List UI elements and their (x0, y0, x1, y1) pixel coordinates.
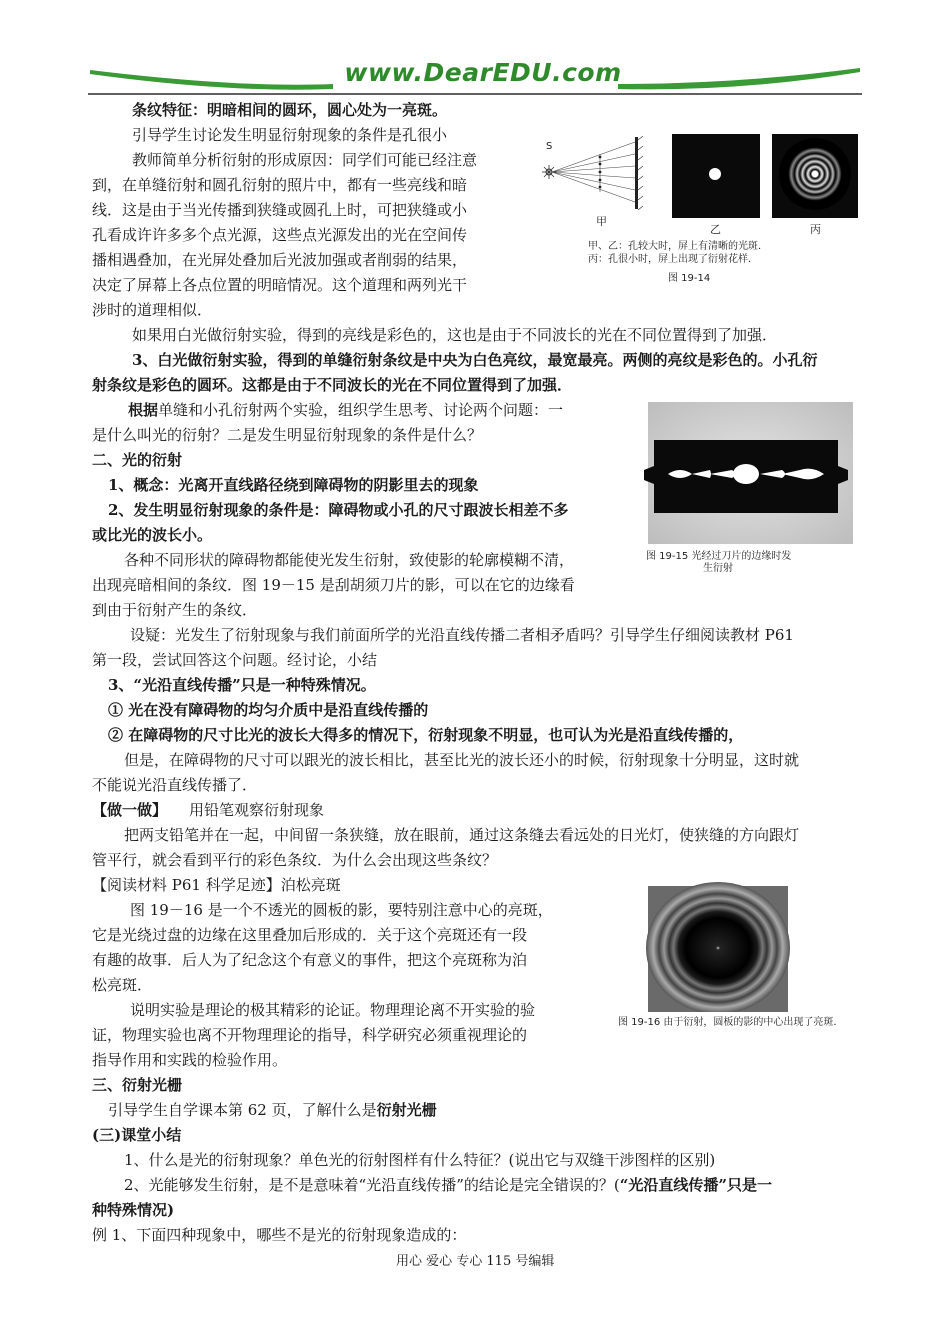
text-line: 射条纹是彩色的圆环。这都是由于不同波长的光在不同位置得到了加强． (92, 376, 573, 394)
text-line: 如果用白光做衍射实验，得到的亮线是彩色的，这也是由于不同波长的光在不同位置得到了加强． (132, 326, 778, 344)
text-line: 1、什么是光的衍射现象？单色光的衍射图样有什么特征？(说出它与双缝干涉图样的区别) (124, 1151, 716, 1169)
text-line: 根据单缝和小孔衍射两个实验，组织学生思考、讨论两个问题：一 (128, 401, 564, 419)
text-line: 有趣的故事．后人为了纪念这个有意义的事件，把这个亮斑称为泊 (92, 951, 528, 969)
text-line: 决定了屏幕上各点位置的明暗情况。这个道理和两列光干 (92, 276, 468, 294)
section-heading: (三)课堂小结 (92, 1126, 182, 1144)
screen (635, 137, 638, 209)
text-line: 例 1、下面四种现象中，哪些不是光的衍射现象造成的： (92, 1226, 467, 1244)
figure-caption: 图 19-15 光经过刀片的边缘时发 (646, 551, 792, 562)
site-logo-text: www.DearEDU.com (344, 58, 622, 87)
diffraction-diagram (540, 132, 860, 292)
text-line: 1、概念：光离开直线路径绕到障碍物的阴影里去的现象 (108, 476, 479, 494)
figure-number: 图 19-14 (668, 273, 711, 284)
text-line: 把两支铅笔并在一起，中间留一条狭缝，放在眼前，通过这条缝去看远处的日光灯，使狭缝的方向跟灯 (124, 826, 800, 844)
light-rays (552, 142, 635, 202)
figure-caption: 甲、乙：孔较大时，屏上有清晰的光斑． (588, 241, 768, 252)
text-line: 图 19－16 是一个不透光的圆板的影，要特别注意中心的亮斑， (130, 901, 553, 919)
text-line: 【做一做】 用铅笔观察衍射现象 (92, 801, 325, 819)
text-line: 3、白光做衍射实验，得到的单缝衍射条纹是中央为白色亮纹，最宽最亮。两侧的亮纹是彩色的。小孔衍 (132, 351, 818, 369)
figure-19-16 (612, 880, 862, 1032)
text-line: 到，在单缝衍射和圆孔衍射的照片中，都有一些亮线和暗 (92, 176, 468, 194)
text-line: 种特殊情况) (92, 1201, 175, 1219)
razor-blade-shadow-photo (640, 398, 860, 546)
poisson-spot-photo (612, 880, 862, 1012)
text-line: 条纹特征：明暗相间的圆环，圆心处为一亮斑。 (132, 101, 448, 119)
header-banner (88, 58, 862, 98)
label-yi: 乙 (710, 223, 721, 236)
text-line: 设疑：光发生了衍射现象与我们前面所学的光沿直线传播二者相矛盾吗？引导学生仔细阅读教材 P61 (130, 626, 794, 644)
label-s: S (546, 141, 553, 152)
figure-caption: 图 19-16 由于衍射，圆板的影的中心出现了亮斑． (618, 1017, 844, 1028)
text-line: 涉时的道理相似． (92, 301, 213, 319)
text-line: 证，物理实验也离不开物理理论的指导，科学研究必须重视理论的 (92, 1026, 528, 1044)
text-line: 松亮斑． (92, 976, 153, 994)
section-heading: 三、衍射光栅 (92, 1076, 183, 1094)
text-line: 说明实验是理论的极其精彩的论证。物理理论离不开实验的验 (130, 1001, 536, 1019)
section-heading: 二、光的衍射 (92, 451, 183, 469)
text-line: 线．这是由于当光传播到狭缝或圆孔上时，可把狭缝或小 (92, 201, 468, 219)
figure-caption: 生衍射 (703, 563, 733, 574)
text-line: 引导学生讨论发生明显衍射现象的条件是孔很小 (132, 126, 448, 144)
text-line: 不能说光沿直线传播了． (92, 776, 258, 794)
page-footer: 用心 爱心 专心 115 号编辑 (396, 1254, 555, 1269)
label-jia: 甲 (596, 215, 607, 228)
text-line: 它是光绕过盘的边缘在这里叠加后形成的．关于这个亮斑还有一段 (92, 926, 528, 944)
text-line: 第一段，尝试回答这个问题。经讨论，小结 (92, 651, 378, 669)
text-line: 引导学生自学课本第 62 页，了解什么是衍射光栅 (108, 1101, 437, 1119)
text-line: 【阅读材料 P61 科学足迹】泊松亮斑 (92, 876, 341, 894)
text-line: 播相遇叠加，在光屏处叠加后光波加强或者削弱的结果， (92, 251, 468, 269)
text-line: 各种不同形状的障碍物都能使光发生衍射，致使影的轮廓模糊不清， (124, 551, 575, 569)
figure-19-15 (640, 398, 860, 578)
text-line: 管平行，就会看到平行的彩色条纹．为什么会出现这些条纹？ (92, 851, 498, 869)
text-line: 出现亮暗相间的条纹．图 19－15 是刮胡须刀片的影，可以在它的边缘看 (92, 576, 575, 594)
text-line: 3、“光沿直线传播”只是一种特殊情况。 (108, 676, 376, 694)
text-line: ① 光在没有障碍物的均匀介质中是沿直线传播的 (108, 701, 429, 719)
label-bing: 丙 (810, 223, 821, 236)
text-line: 但是，在障碍物的尺寸可以跟光的波长相比，甚至比光的波长还小的时候，衍射现象十分明显，这时就 (124, 751, 800, 769)
figure-caption: 丙：孔很小时，屏上出现了衍射花样． (588, 254, 758, 265)
text-line: 2、光能够发生衍射，是不是意味着“光沿直线传播”的结论是完全错误的？(“光沿直线传播”只是一 (124, 1176, 773, 1194)
text-line: ② 在障碍物的尺寸比光的波长大得多的情况下，衍射现象不明显，也可认为光是沿直线传播的， (108, 726, 744, 744)
text-line: 2、发生明显衍射现象的条件是：障碍物或小孔的尺寸跟波长相差不多 (108, 501, 569, 519)
text-line: 指导作用和实践的检验作用。 (92, 1051, 288, 1069)
figure-19-14 (540, 132, 860, 292)
text-line: 到由于衍射产生的条纹． (92, 601, 258, 619)
text-line: 或比光的波长小。 (92, 526, 213, 544)
text-line: 是什么叫光的衍射？二是发生明显衍射现象的条件是什么？ (92, 426, 483, 444)
text-line: 教师简单分析衍射的形成原因：同学们可能已经注意 (132, 151, 478, 169)
text-line: 孔看成许许多多个点光源，这些点光源发出的光在空间传 (92, 226, 468, 244)
